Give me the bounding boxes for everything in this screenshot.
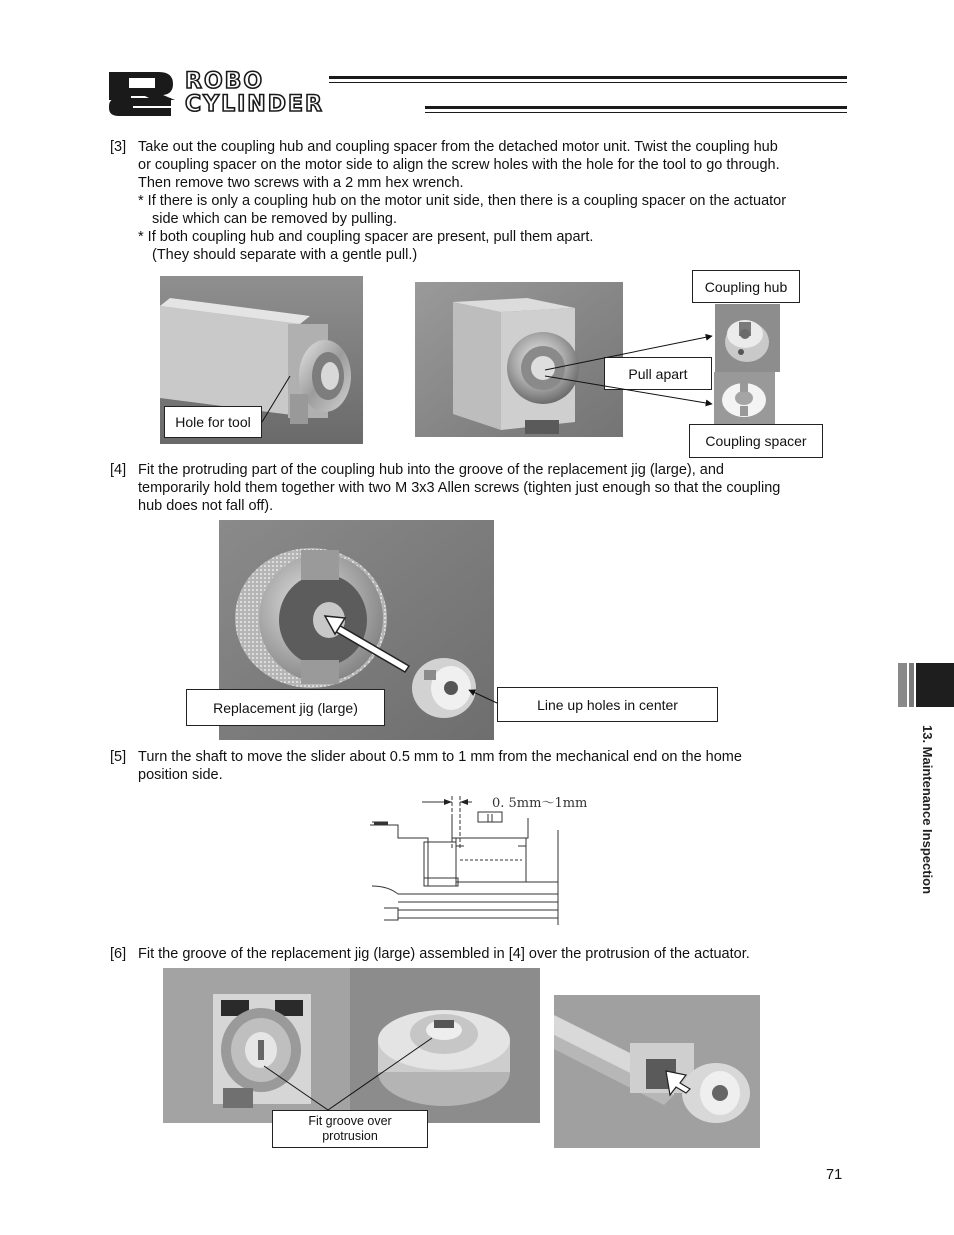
callout-coupling-hub: Coupling hub (692, 270, 800, 303)
side-tab-gray-2 (909, 663, 914, 707)
photo-actuator-protrusion (163, 968, 350, 1123)
step-text: Fit the protruding part of the coupling hub into the groove of the replacement jig (large), and (138, 462, 724, 478)
callout-replacement-jig: Replacement jig (large) (186, 689, 385, 726)
step-number: [3] (110, 139, 127, 155)
callout-pull-apart: Pull apart (604, 357, 712, 390)
callout-coupling-spacer: Coupling spacer (689, 424, 823, 458)
step-4 (110, 461, 845, 515)
step-number: [5] (110, 749, 127, 765)
step-text: or coupling spacer on the motor side to align the screw holes with the hole for the tool to go through. (138, 157, 780, 173)
callout-fit-groove-line2: protrusion (322, 1129, 378, 1143)
photo-jig-groove (350, 968, 540, 1123)
side-tab (898, 663, 954, 707)
callout-fit-groove (272, 1110, 428, 1148)
step-5 (110, 748, 845, 784)
note-text: * If there is only a coupling hub on the motor unit side, then there is a coupling spacer on the actuator (138, 193, 787, 209)
brand-line1: ROBO (185, 69, 265, 94)
step-text: Fit the groove of the replacement jig (large) assembled in [4] over the protrusion of the actuator. (138, 946, 750, 962)
step-text: position side. (138, 767, 223, 783)
step-text: Turn the shaft to move the slider about 0.5 mm to 1 mm from the mechanical end on the home (138, 749, 742, 765)
photo-jig-fitted (554, 995, 760, 1148)
step-text: Take out the coupling hub and coupling spacer from the detached motor unit. Twist the coupling hub (138, 139, 778, 155)
callout-hole-for-tool: Hole for tool (164, 406, 262, 438)
slider-position-diagram (368, 790, 588, 930)
side-tab-dark (916, 663, 954, 707)
step-text: Then remove two screws with a 2 mm hex wrench. (138, 175, 464, 191)
brand-line2: CYLINDER (185, 92, 324, 117)
photo-actuator-coupling (415, 282, 623, 437)
photo-coupling-hub (715, 304, 780, 372)
step-text: hub does not fall off). (138, 498, 274, 514)
step-number: [6] (110, 946, 127, 962)
photo-coupling-spacer (714, 372, 775, 424)
note-text: * If both coupling hub and coupling spacer are present, pull them apart. (138, 229, 594, 245)
header-logo (107, 70, 847, 118)
step-3 (110, 138, 845, 264)
callout-fit-groove-line1: Fit groove over (308, 1114, 392, 1128)
side-tab-gray-1 (898, 663, 907, 707)
note-text: (They should separate with a gentle pull.) (152, 247, 418, 263)
step-6 (110, 945, 845, 963)
dimension-label: 0. 5mm～1mm (492, 796, 588, 811)
page-number: 71 (826, 1167, 843, 1183)
side-tab-label: 13. Maintenance Inspection (920, 725, 935, 895)
callout-line-up-holes: Line up holes in center (497, 687, 718, 722)
step-number: [4] (110, 462, 127, 478)
step-text: temporarily hold them together with two M 3x3 Allen screws (tighten just enough so that the coupling (138, 480, 781, 496)
note-text: side which can be removed by pulling. (152, 211, 398, 227)
